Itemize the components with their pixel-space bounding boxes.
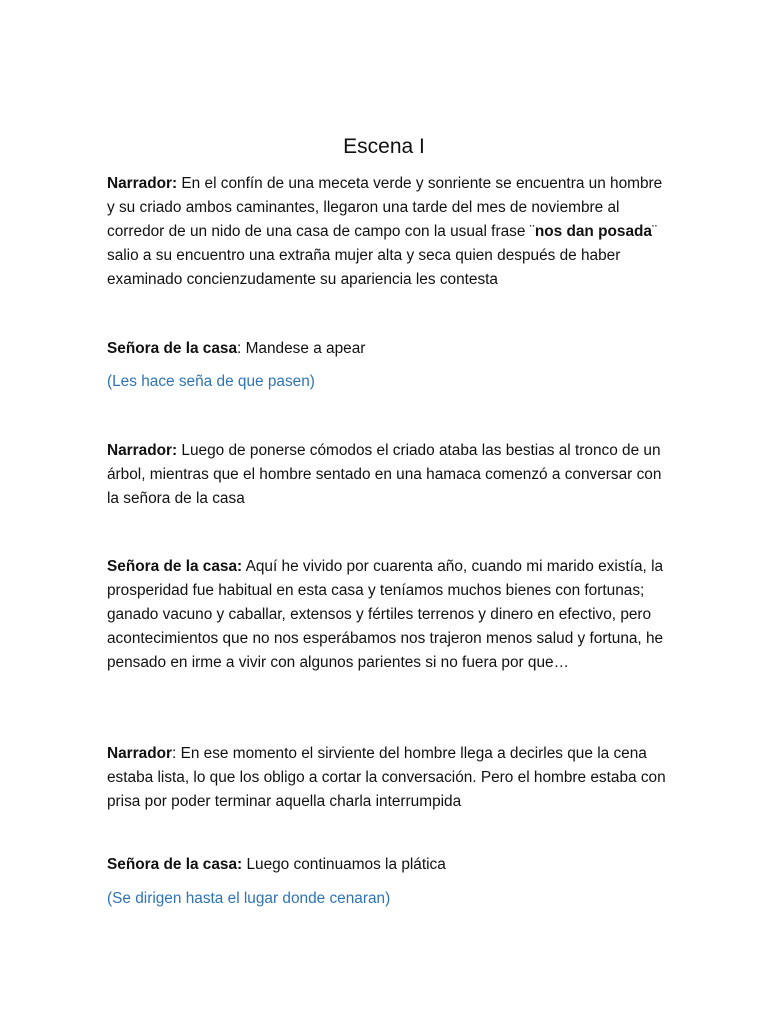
dialogue-text: Luego de ponerse cómodos el criado ataba las bestias al tronco de un árbol, mientras que el hombre sentado en una hamaca comenzó a conversar con la señora de la casa [107, 442, 662, 507]
dialogue-paragraph-1 [107, 337, 667, 361]
stage-direction-2: (Se dirigen hasta el lugar donde cenaran) [107, 890, 391, 907]
stage-direction-1: (Les hace seña de que pasen) [107, 373, 315, 390]
speaker-label: Narrador: [107, 442, 178, 459]
speaker-label: Narrador: [107, 175, 178, 192]
narration-paragraph-2 [107, 439, 667, 511]
narration-paragraph-1 [107, 172, 667, 292]
page-title: Escena I [343, 135, 425, 158]
dialogue-text: : En ese momento el sirviente del hombre llega a decirles que la cena estaba lista, lo que los obligo a cortar la conversación. Pero el hombre estaba con prisa por poder terminar aquella charla interrumpida [107, 745, 666, 810]
speaker-label: Narrador [107, 745, 173, 762]
dialogue-paragraph-3 [107, 853, 667, 877]
speaker-label: Señora de la casa [107, 340, 238, 357]
dialogue-text: Luego continuamos la plática [242, 856, 446, 873]
quoted-phrase: nos dan posada [534, 223, 652, 240]
dialogue-text: ¨ salio a su encuentro una extraña mujer alta y seca quien después de haber examinado concienzudamente su apariencia les contesta [107, 223, 658, 288]
quote-mark: ¨ [529, 223, 535, 240]
dialogue-text: : Mandese a apear [237, 340, 366, 357]
dialogue-paragraph-2 [107, 555, 667, 675]
speaker-label: Señora de la casa: [107, 856, 243, 873]
dialogue-text: En el confín de una meceta verde y sonriente se encuentra un hombre y su criado ambos caminantes, llegaron una tarde del mes de noviembre al corredor de un nido de una casa de campo con la usual frase [107, 175, 663, 240]
narration-paragraph-3 [107, 742, 667, 814]
dialogue-text: Aquí he vivido por cuarenta año, cuando mi marido existía, la prosperidad fue habitual en esta casa y teníamos muchos bienes con fortunas; ganado vacuno y caballar, extensos y fértiles terrenos y dinero en efectivo, pero acontecimientos que no nos esperábamos nos trajeron menos salud y fortuna, he pensado en irme a vivir con algunos parientes si no fuera por que… [107, 558, 664, 671]
speaker-label: Señora de la casa: [107, 558, 243, 575]
